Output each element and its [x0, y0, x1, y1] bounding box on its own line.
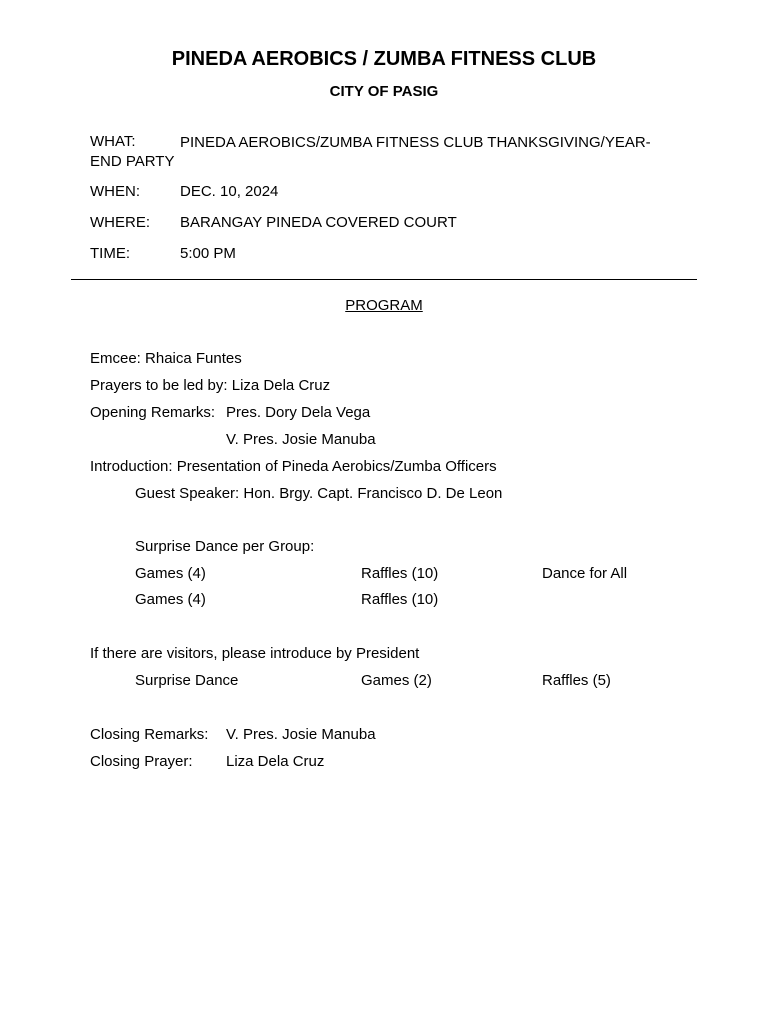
- introduction-line: Introduction: Presentation of Pineda Aerobics/Zumba Officers: [90, 458, 497, 475]
- emcee-line: Emcee: Rhaica Funtes: [90, 350, 242, 367]
- prayers-line: Prayers to be led by: Liza Dela Cruz: [90, 377, 331, 394]
- closing-remarks-label: Closing Remarks:: [90, 726, 209, 743]
- when-label: WHEN:: [90, 183, 140, 200]
- row1-games: Games (4): [135, 565, 206, 582]
- opening-remarks-speaker-1: Pres. Dory Dela Vega: [226, 404, 371, 421]
- surprise-dance-group-line: Surprise Dance per Group:: [135, 538, 315, 555]
- closing-prayer-label: Closing Prayer:: [90, 753, 193, 770]
- where-value: BARANGAY PINEDA COVERED COURT: [180, 214, 457, 231]
- opening-remarks-label: Opening Remarks:: [90, 404, 216, 421]
- row3-raffles: Raffles (5): [542, 672, 611, 689]
- time-value: 5:00 PM: [180, 245, 236, 262]
- row3-surprise-dance: Surprise Dance: [135, 672, 239, 689]
- closing-prayer-value: Liza Dela Cruz: [226, 753, 325, 770]
- divider-line: [71, 279, 697, 280]
- where-label: WHERE:: [90, 214, 150, 231]
- visitors-line: If there are visitors, please introduce by President: [90, 645, 420, 662]
- row2-games: Games (4): [135, 591, 206, 608]
- document-title: PINEDA AEROBICS / ZUMBA FITNESS CLUB: [171, 48, 597, 70]
- document-subtitle: CITY OF PASIG: [329, 83, 439, 100]
- opening-remarks-speaker-2: V. Pres. Josie Manuba: [226, 431, 376, 448]
- row3-games: Games (2): [361, 672, 432, 689]
- row2-raffles: Raffles (10): [361, 591, 439, 608]
- time-label: TIME:: [90, 245, 130, 262]
- program-heading: [0, 297, 768, 315]
- row1-dance-for-all: Dance for All: [542, 565, 628, 582]
- program-heading-text: PROGRAM: [345, 297, 423, 314]
- guest-speaker-line: Guest Speaker: Hon. Brgy. Capt. Francisco D. De Leon: [135, 485, 503, 502]
- closing-remarks-value: V. Pres. Josie Manuba: [226, 726, 376, 743]
- what-label: WHAT:: [90, 133, 136, 150]
- when-value: DEC. 10, 2024: [180, 183, 279, 200]
- what-value: PINEDA AEROBICS/ZUMBA FITNESS CLUB THANKSGIVING/YEAR-END PARTY: [90, 134, 651, 170]
- row1-raffles: Raffles (10): [361, 565, 439, 582]
